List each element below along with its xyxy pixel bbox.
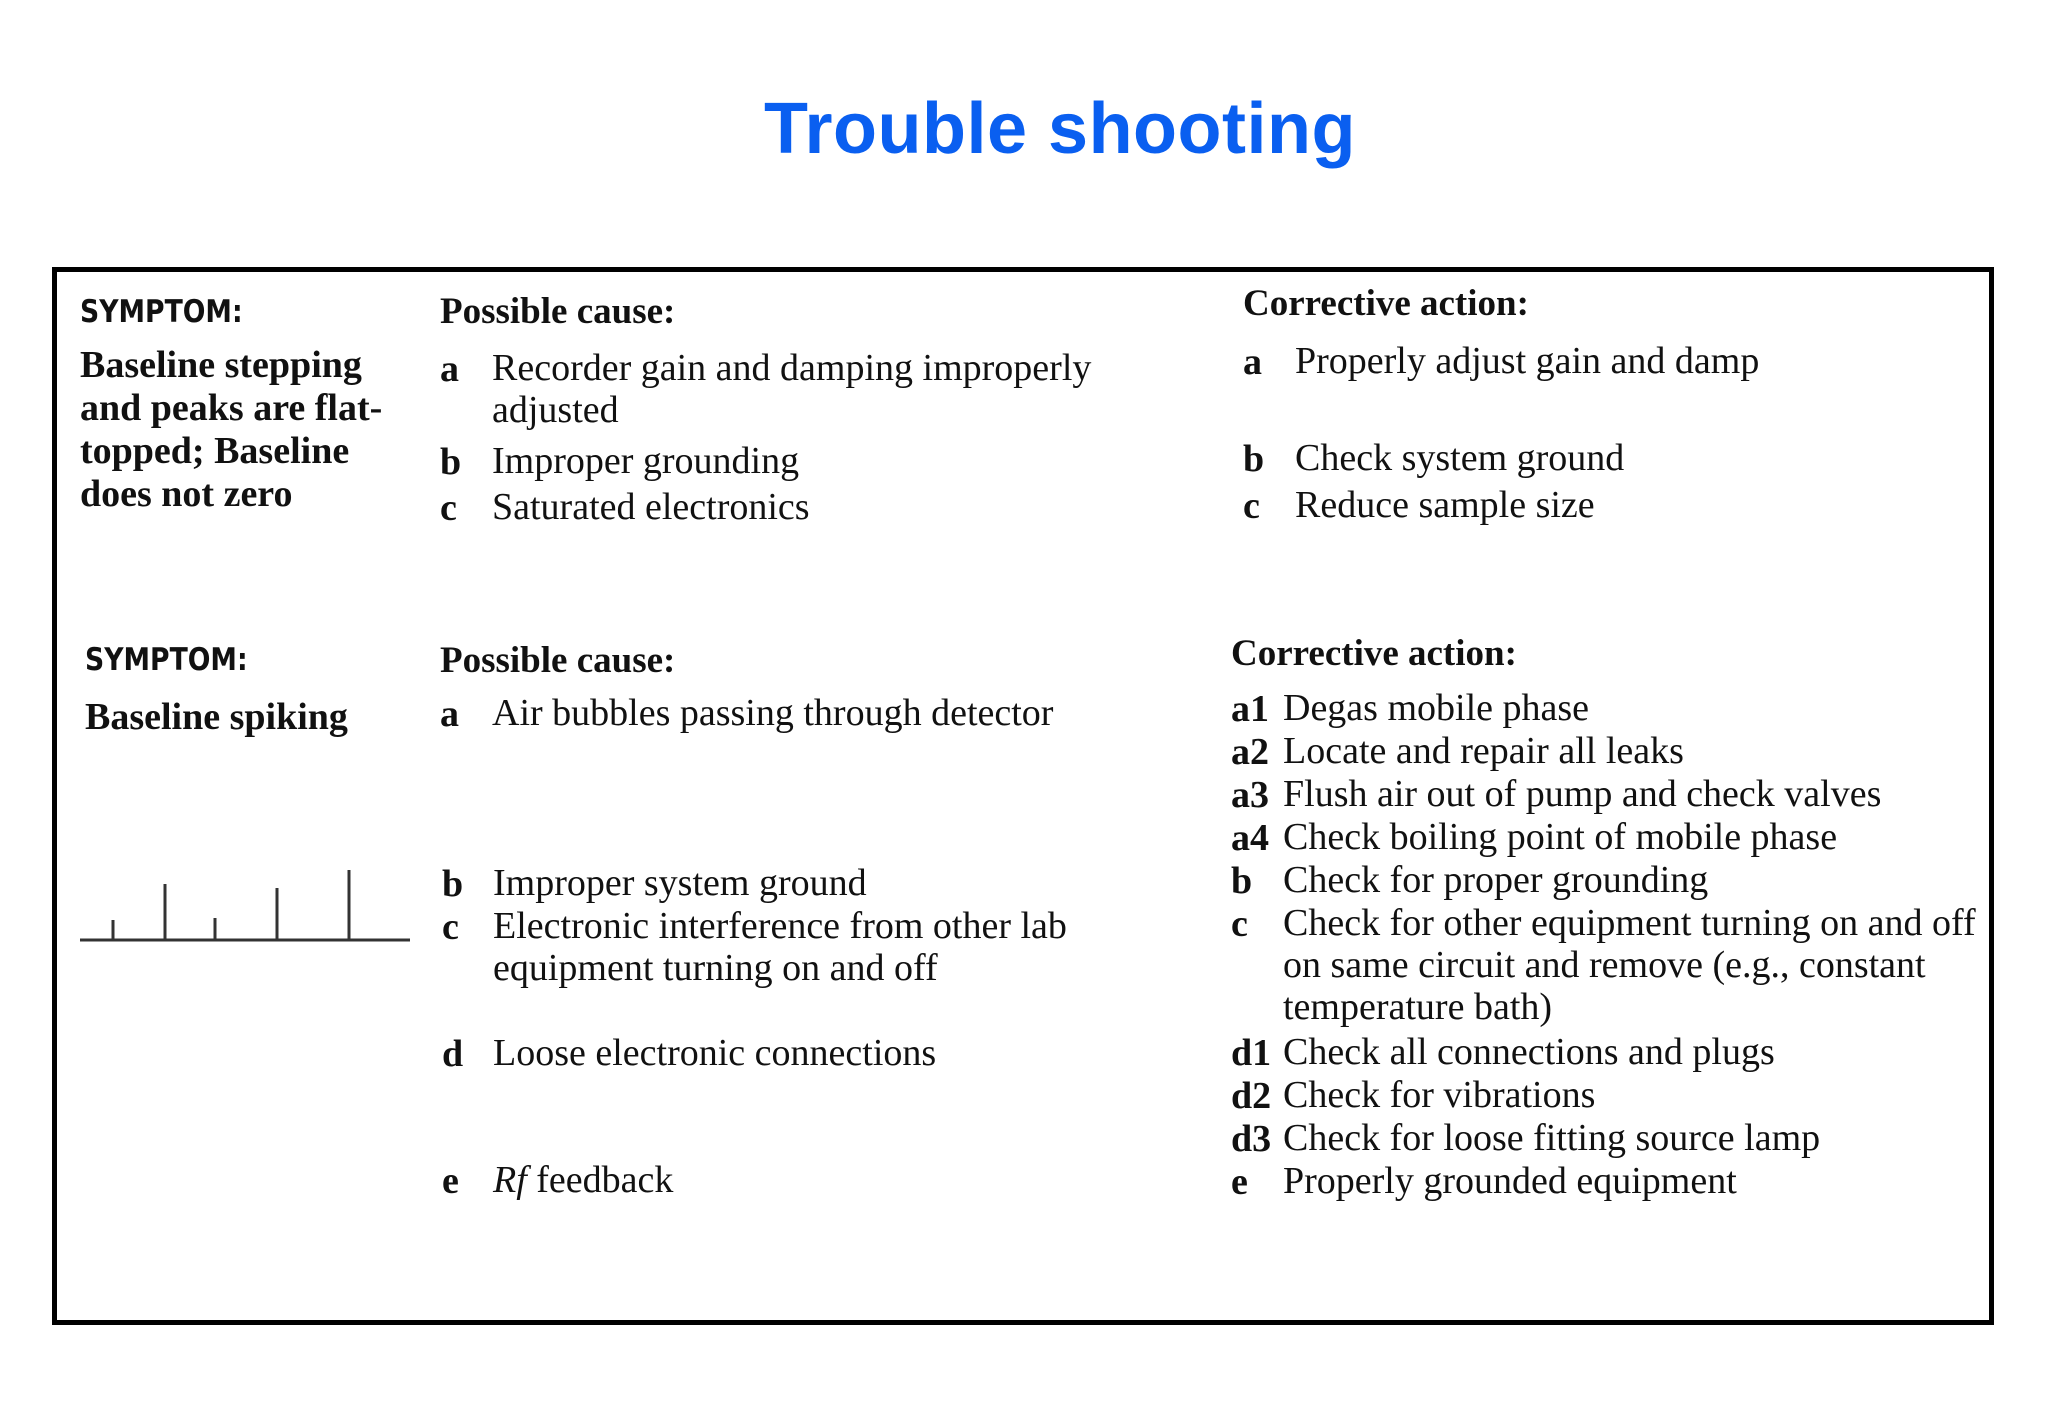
cause-text: Improper grounding [492, 440, 800, 482]
cause-key: c [440, 487, 457, 529]
action-text: Check for proper grounding [1283, 859, 1709, 901]
cause-item-e [442, 1159, 673, 1201]
cause-item-b [442, 862, 867, 904]
action-item-b [1231, 859, 1708, 901]
action-text: Check all connections and plugs [1283, 1031, 1775, 1073]
action-key: d2 [1231, 1075, 1272, 1117]
action-item-a2 [1231, 730, 1684, 772]
action-key: c [1231, 903, 1248, 945]
symptom-text-2: Baseline spiking [85, 696, 348, 738]
cause-item-d [442, 1032, 936, 1074]
action-key: c [1243, 485, 1260, 527]
action-item-d2 [1231, 1074, 1595, 1116]
action-key: a1 [1231, 688, 1269, 730]
cause-key: a [440, 693, 459, 735]
cause-text: feedback [536, 1159, 674, 1201]
cause-key: b [440, 441, 462, 483]
cause-header-2: Possible cause: [440, 640, 676, 681]
action-text: Properly adjust gain and damp [1295, 340, 1760, 382]
cause-text: Air bubbles passing through detector [492, 692, 1054, 734]
action-text: Check boiling point of mobile phase [1283, 816, 1838, 858]
symptom-label-2: SYMPTOM: [85, 642, 248, 678]
action-text: Check system ground [1295, 437, 1625, 479]
symptom-line: does not zero [80, 473, 293, 515]
action-item-b [1243, 437, 1624, 479]
page-title: Trouble shooting [764, 89, 1356, 169]
action-text: Check for other equipment turning on and off [1283, 902, 1976, 944]
cause-key: a [440, 348, 459, 390]
action-text: Check for vibrations [1283, 1074, 1596, 1116]
cause-key: c [442, 906, 459, 948]
symptom-label-1: SYMPTOM: [80, 294, 243, 330]
action-item-e [1231, 1160, 1737, 1202]
cause-item-c [440, 486, 810, 528]
cause-item-a [440, 692, 1053, 734]
action-item-c [1231, 902, 1976, 1028]
action-item-d1 [1231, 1031, 1775, 1073]
cause-text: Electronic interference from other lab [493, 905, 1067, 947]
troubleshooting-table [52, 267, 1994, 1325]
action-key: d1 [1231, 1032, 1272, 1074]
action-item-c [1243, 484, 1595, 526]
cause-item-a [440, 347, 1091, 431]
symptom-line: Baseline stepping [80, 344, 362, 386]
action-text: on same circuit and remove (e.g., constant [1283, 944, 1926, 986]
cause-prefix: Rf [493, 1159, 527, 1201]
action-item-a1 [1231, 687, 1589, 729]
action-key: a4 [1231, 817, 1269, 859]
symptom-line: and peaks are flat- [80, 387, 383, 429]
action-text: Degas mobile phase [1283, 687, 1590, 729]
symptom-text-1 [80, 344, 382, 516]
action-key: e [1231, 1161, 1248, 1203]
cause-text: Improper system ground [493, 862, 867, 904]
action-key: a3 [1231, 774, 1269, 816]
action-header-2: Corrective action: [1231, 633, 1517, 674]
action-key: b [1243, 438, 1265, 480]
action-item-a [1243, 340, 1759, 382]
cause-text: Saturated electronics [492, 486, 810, 528]
action-text: temperature bath) [1283, 986, 1553, 1028]
action-text: Reduce sample size [1295, 484, 1595, 526]
cause-key: d [442, 1033, 464, 1075]
action-key: a [1243, 341, 1262, 383]
action-item-a4 [1231, 816, 1837, 858]
action-text: Locate and repair all leaks [1283, 730, 1684, 772]
action-item-a3 [1231, 773, 1881, 815]
action-text: Flush air out of pump and check valves [1283, 773, 1882, 815]
cause-key: b [442, 863, 464, 905]
cause-header-1: Possible cause: [440, 291, 676, 332]
symptom-line: topped; Baseline [80, 430, 350, 472]
action-text: Properly grounded equipment [1283, 1160, 1737, 1202]
cause-key: e [442, 1160, 459, 1202]
action-key: b [1231, 860, 1253, 902]
action-header-1: Corrective action: [1243, 283, 1529, 324]
cause-text: Recorder gain and damping improperly [492, 347, 1092, 389]
cause-text: adjusted [492, 389, 619, 431]
action-text: Check for loose fitting source lamp [1283, 1117, 1821, 1159]
cause-item-c [442, 905, 1067, 989]
action-key: a2 [1231, 731, 1269, 773]
baseline-spikes-icon [75, 852, 415, 952]
cause-item-b [440, 440, 799, 482]
action-item-d3 [1231, 1117, 1820, 1159]
cause-text: Loose electronic connections [493, 1032, 937, 1074]
cause-text: equipment turning on and off [493, 947, 938, 989]
action-key: d3 [1231, 1118, 1272, 1160]
